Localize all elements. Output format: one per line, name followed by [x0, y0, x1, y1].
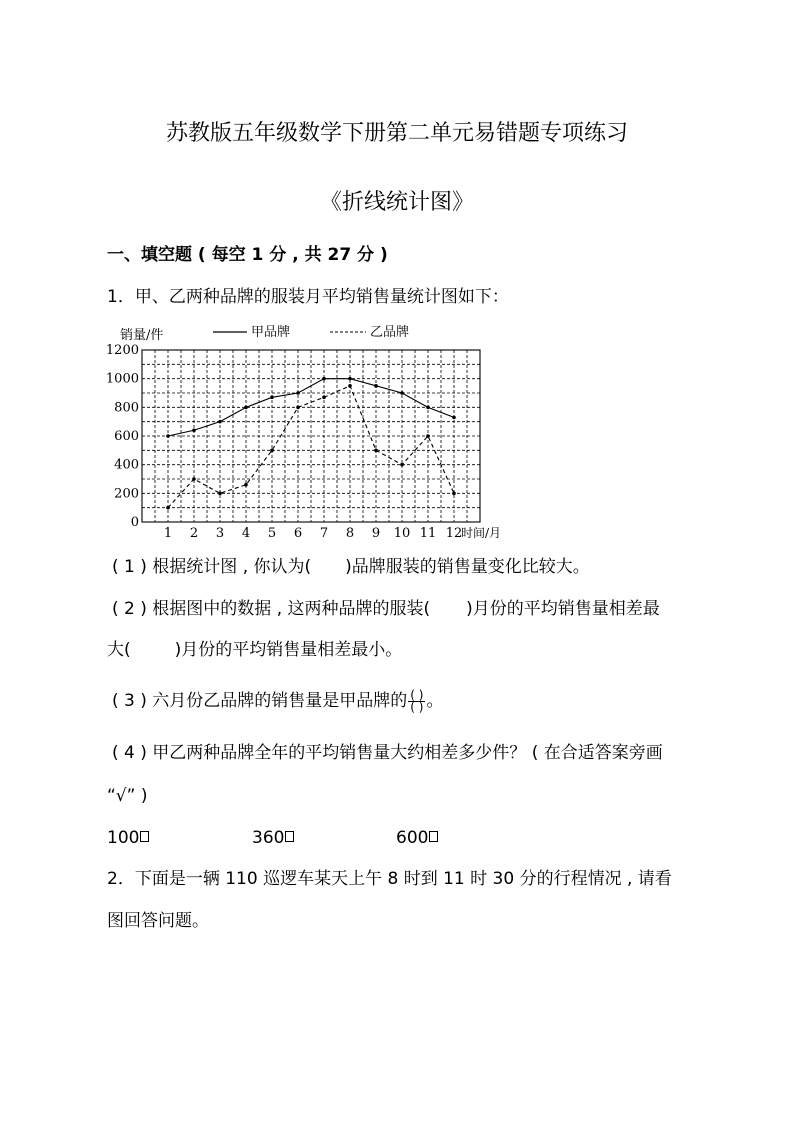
question-1-part-1: [112, 555, 590, 579]
x-tick-labels: [164, 526, 462, 541]
data-point-yi: [166, 506, 170, 510]
part-2-text-b: )月份的平均销售量相差最: [466, 599, 660, 619]
option-100-label: 100: [107, 828, 140, 848]
x-tick-label: 2: [189, 526, 199, 541]
option-360-label: 360: [252, 828, 285, 848]
data-point-yi: [322, 396, 326, 400]
x-tick-label: 5: [267, 526, 277, 541]
page-subtitle: 《折线统计图》: [319, 190, 474, 215]
checkbox-icon[interactable]: [140, 831, 149, 842]
data-point-jia: [296, 391, 300, 395]
x-tick-label: 9: [371, 526, 381, 541]
part-2-text-a: ( 2 ) 根据图中的数据 , 这两种品牌的服装(: [112, 599, 431, 619]
part-3-text-a: ( 3 ) 六月份乙品牌的销售量是甲品牌的: [112, 691, 408, 711]
checkbox-icon[interactable]: [429, 831, 438, 842]
line-chart: [105, 318, 550, 548]
part-1-text-b: )品牌服装的销售量变化比较大。: [345, 557, 590, 577]
y-tick-labels: [106, 343, 139, 530]
data-point-yi: [348, 384, 352, 388]
data-point-jia: [218, 420, 222, 424]
part-2-text-d: )月份的平均销售量相差最小。: [174, 640, 403, 660]
option-600-label: 600: [396, 828, 429, 848]
x-tick-label: 3: [215, 526, 225, 541]
y-tick-label: 600: [114, 429, 139, 444]
data-point-jia: [166, 434, 170, 438]
question-1-part-2-line-1: [112, 597, 660, 621]
checkbox-icon[interactable]: [285, 831, 294, 842]
question-1-intro: 1．甲、乙两种品牌的服装月平均销售量统计图如下：: [107, 287, 509, 307]
x-tick-label: 10: [393, 526, 411, 541]
data-point-yi: [452, 492, 456, 496]
data-point-jia: [244, 406, 248, 410]
data-point-yi: [244, 483, 248, 487]
fraction-numerator: ( ): [410, 687, 424, 702]
section-heading: 一、填空题 ( 每空 1 分 , 共 27 分 ): [107, 245, 388, 265]
question-1-part-3: [112, 689, 443, 713]
fraction-answer[interactable]: [408, 687, 425, 714]
question-1-part-4-line-1: ( 4 ) 甲乙两种品牌全年的平均销售量大约相差多少件？ ( 在合适答案旁画: [112, 743, 663, 763]
legend-label-jia: 甲品牌: [251, 325, 291, 340]
y-axis-label: 销量/件: [120, 328, 164, 343]
data-point-jia: [426, 406, 430, 410]
part-1-text-a: ( 1 ) 根据统计图 , 你认为(: [112, 557, 312, 577]
data-point-yi: [218, 492, 222, 496]
option-600[interactable]: [396, 826, 438, 850]
y-tick-label: 1200: [105, 343, 139, 358]
data-point-jia: [348, 377, 352, 381]
question-2-line-2: 图回答问题。: [107, 911, 209, 931]
data-point-jia: [452, 416, 456, 420]
question-2-line-1: 2．下面是一辆 110 巡逻车某天上午 8 时到 11 时 30 分的行程情况 , 请看: [107, 869, 672, 889]
y-tick-label: 0: [130, 515, 139, 530]
part-3-text-b: 。: [426, 691, 444, 711]
part-2-text-c: 大(: [107, 640, 131, 660]
data-point-jia: [400, 391, 404, 395]
y-tick-label: 400: [114, 457, 139, 473]
x-tick-label: 1: [163, 526, 173, 541]
data-point-yi: [400, 463, 404, 467]
data-point-jia: [270, 396, 274, 400]
data-point-jia: [322, 377, 326, 381]
legend-label-yi: 乙品牌: [370, 325, 410, 340]
option-100[interactable]: [107, 826, 149, 850]
data-point-jia: [192, 428, 196, 432]
y-tick-label: 800: [114, 400, 139, 416]
y-tick-label: 200: [114, 486, 139, 502]
x-tick-label: 7: [319, 526, 329, 541]
x-tick-label: 11: [419, 526, 437, 541]
data-point-yi: [374, 449, 378, 453]
data-point-yi: [426, 434, 430, 438]
x-tick-label: 8: [345, 526, 355, 541]
question-1-part-4-line-2: “√” ): [107, 786, 148, 806]
option-360[interactable]: [252, 826, 294, 850]
x-axis-label: 时间/月: [461, 526, 502, 540]
fraction-denominator: ( ): [410, 699, 424, 714]
data-point-yi: [296, 406, 300, 410]
page-title: 苏教版五年级数学下册第二单元易错题专项练习: [165, 121, 628, 146]
data-point-jia: [374, 384, 378, 388]
x-tick-label: 12: [445, 526, 463, 541]
data-point-yi: [192, 477, 196, 481]
x-tick-label: 6: [293, 526, 303, 541]
question-1-part-2-line-2: [107, 638, 402, 662]
chart-legend: [213, 324, 409, 340]
x-tick-label: 4: [241, 526, 251, 541]
y-tick-label: 1000: [105, 371, 139, 387]
data-point-yi: [270, 449, 274, 453]
